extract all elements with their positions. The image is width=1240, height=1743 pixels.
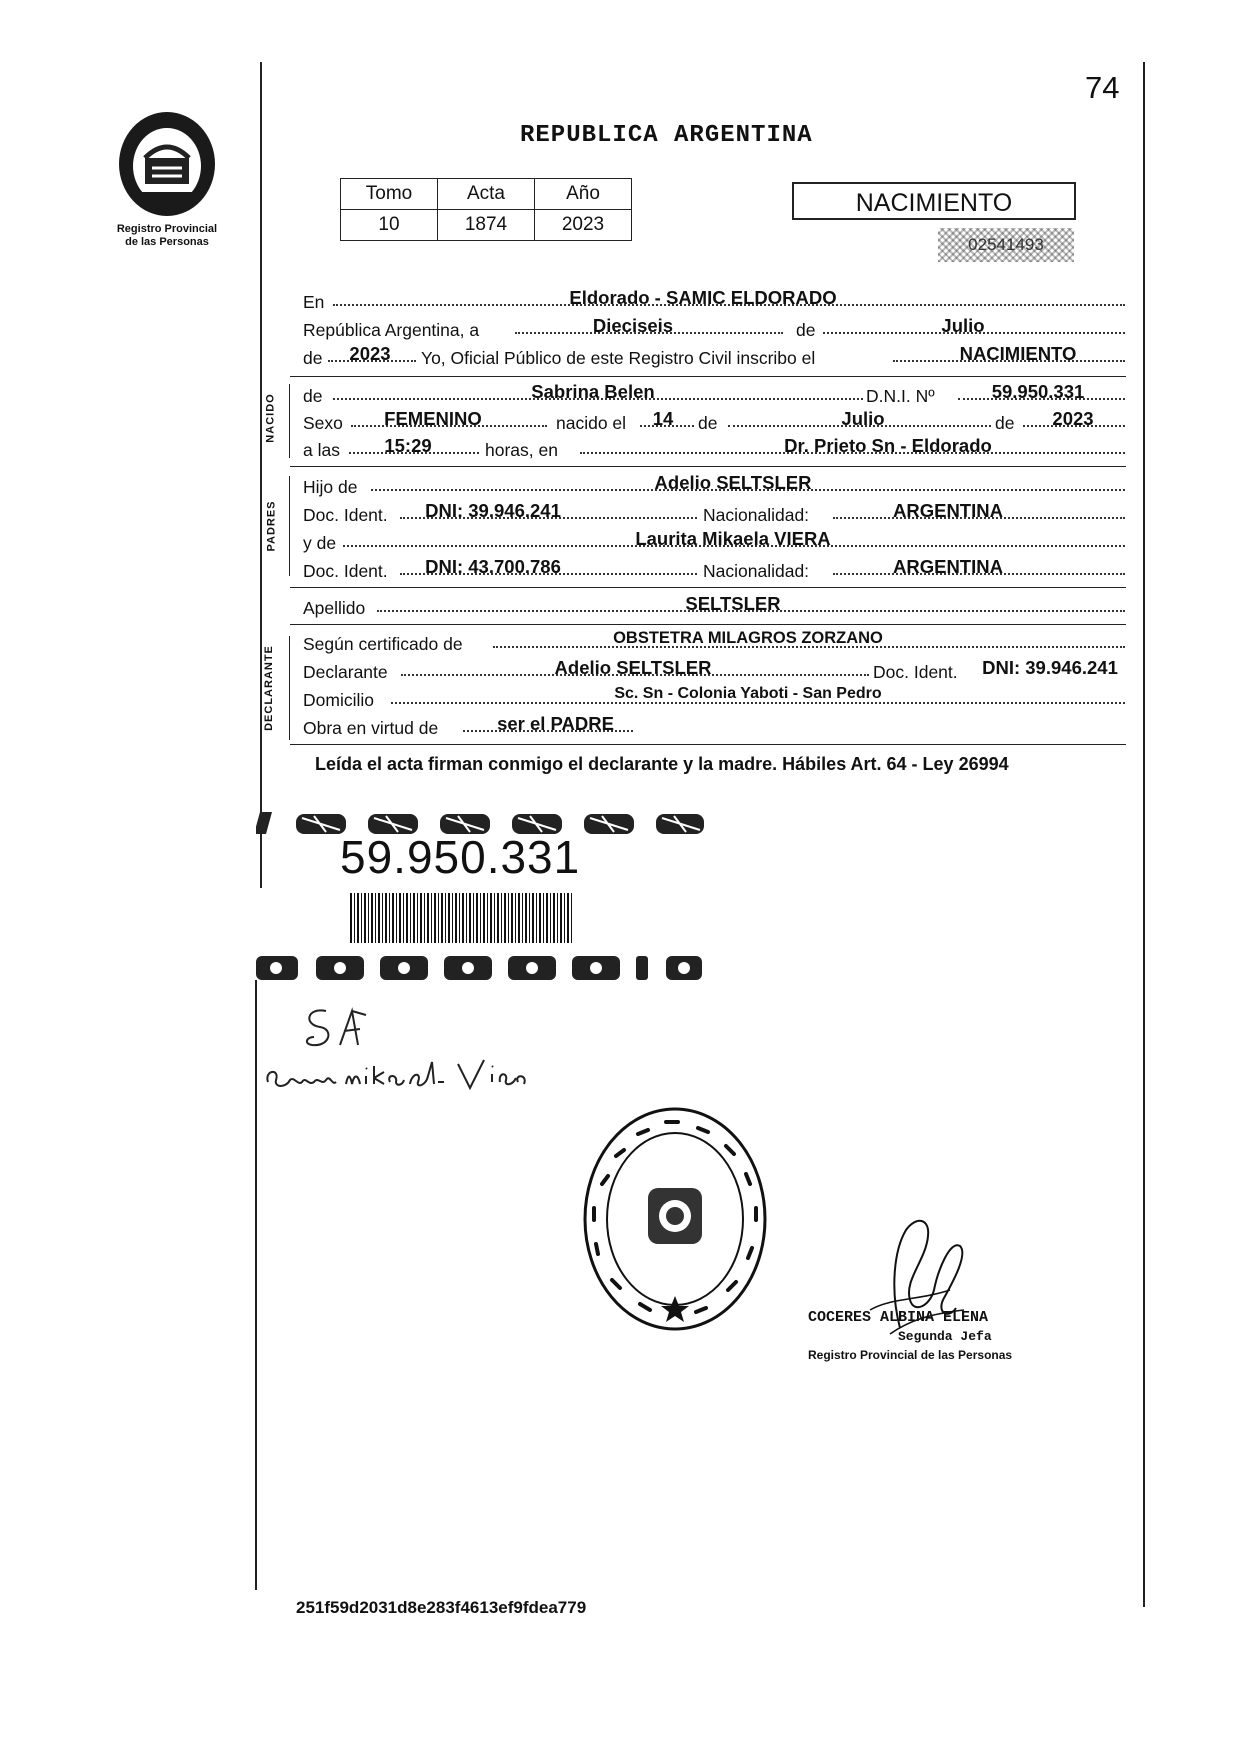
domicilio-value: Sc. Sn - Colonia Yaboti - San Pedro [614, 685, 882, 702]
registry-table [340, 178, 632, 241]
row-en: En Eldorado - SAMIC ELDORADO [303, 292, 1125, 318]
row-hora: a las 15:29 horas, en Dr. Prieto Sn - Eldorado [303, 440, 1125, 466]
row-padre-doc: Doc. Ident. DNI: 39.946.241 Nacionalidad: ARGENTINA [303, 505, 1125, 531]
madre-doc-value: DNI: 43.700.786 [425, 556, 561, 577]
row-domicilio: Domicilio Sc. Sn - Colonia Yaboti - San Pedro [303, 690, 1125, 716]
document-title: REPUBLICA ARGENTINA [520, 122, 813, 149]
row-madre-doc: Doc. Ident. DNI: 43.700.786 Nacionalidad: ARGENTINA [303, 561, 1125, 587]
madre-nac-value: ARGENTINA [893, 556, 1003, 577]
bracket-declarante [289, 636, 290, 740]
table-header: Tomo [341, 179, 438, 210]
nombre-value: Sabrina Belen [531, 381, 655, 402]
row-sexo: Sexo FEMENINO nacido el 14 de Julio de 2023 [303, 413, 1125, 439]
anio-record-value: 2023 [349, 343, 391, 364]
officer-title: Segunda Jefa [898, 1329, 992, 1344]
province-seal-icon [112, 108, 222, 220]
left-margin-line [260, 62, 262, 888]
side-label-nacido: NACIDO [264, 393, 277, 443]
bracket-padres [289, 476, 290, 576]
row-obra: Obra en virtud de ser el PADRE [303, 718, 1125, 744]
sexo-value: FEMENINO [384, 408, 482, 429]
hora-value: 15:29 [384, 435, 432, 456]
row-padre: Hijo de Adelio SELTSLER [303, 477, 1125, 503]
mes-value: Julio [941, 315, 985, 336]
closing-text: Leída el acta firman conmigo el declarante y la madre. Hábiles Art. 64 - Ley 26994 [315, 754, 1009, 774]
office-seal-stamp [580, 1104, 770, 1334]
cert-value: OBSTETRA MILAGROS ZORZANO [613, 629, 883, 647]
document-hash: 251f59d2031d8e283f4613ef9fdea779 [296, 1598, 587, 1617]
logo-caption: Registro Provincial de las Personas [116, 223, 218, 248]
tomo-value: 10 [341, 210, 438, 241]
side-label-padres: PADRES [265, 500, 278, 552]
right-margin-line [1143, 62, 1145, 1607]
row-fecha: República Argentina, a Dieciseis de Julio [303, 320, 1125, 346]
separator [290, 587, 1126, 588]
en-value: Eldorado - SAMIC ELDORADO [569, 287, 837, 308]
side-label-declarante: DECLARANTE [262, 645, 275, 731]
serial-stamp: 02541493 [938, 228, 1074, 262]
row-declarante: Declarante Adelio SELTSLER Doc. Ident. DNI: 39.946.241 [303, 662, 1125, 688]
initials-signature [300, 1005, 370, 1053]
nac-anio-value: 2023 [1052, 408, 1094, 429]
row-madre: y de Laurita Mikaela VIERA [303, 533, 1125, 559]
dia-value: Dieciseis [592, 315, 674, 336]
row-acto: de 2023 Yo, Oficial Público de este Registro Civil inscribo el NACIMIENTO [303, 348, 1125, 374]
officer-name: COCERES ALBINA ELENA [808, 1309, 989, 1326]
acto-value: NACIMIENTO [959, 343, 1077, 364]
apellido-value: SELTSLER [685, 593, 781, 614]
separator [290, 744, 1126, 745]
acta-value: 1874 [438, 210, 535, 241]
page-number: 74 [1085, 70, 1120, 105]
row-nombre: de Sabrina Belen D.N.I. Nº 59.950.331 [303, 386, 1125, 412]
officer-block [808, 1308, 1068, 1365]
bracket-nacido [289, 384, 290, 458]
left-margin-line-lower [255, 980, 257, 1590]
declarante-value: Adelio SELTSLER [554, 657, 712, 678]
barcode-icon [350, 893, 572, 943]
separator [290, 466, 1126, 467]
lugar-value: Dr. Prieto Sn - Eldorado [784, 435, 992, 456]
obra-value: ser el PADRE [497, 713, 614, 734]
security-band-icon [256, 952, 706, 986]
nac-mes-value: Julio [841, 408, 885, 429]
mother-signature [262, 1052, 532, 1100]
separator [290, 624, 1126, 625]
anio-value: 2023 [535, 210, 632, 241]
padre-value: Adelio SELTSLER [654, 472, 812, 493]
nac-dia-value: 14 [652, 408, 674, 429]
dni-large-number: 59.950.331 [340, 831, 581, 883]
madre-value: Laurita Mikaela VIERA [635, 528, 831, 549]
row-apellido: Apellido SELTSLER [303, 598, 1125, 624]
padre-doc-value: DNI: 39.946.241 [425, 500, 561, 521]
row-certificado: Según certificado de OBSTETRA MILAGROS ZORZANO [303, 634, 1125, 660]
separator [290, 376, 1126, 377]
declarante-doc-value: DNI: 39.946.241 [982, 657, 1118, 678]
dni-value: 59.950.331 [991, 381, 1085, 402]
table-header: Acta [438, 179, 535, 210]
officer-office: Registro Provincial de las Personas [808, 1348, 1013, 1362]
table-header: Año [535, 179, 632, 210]
padre-nac-value: ARGENTINA [893, 500, 1003, 521]
record-type-box: NACIMIENTO [792, 182, 1076, 220]
